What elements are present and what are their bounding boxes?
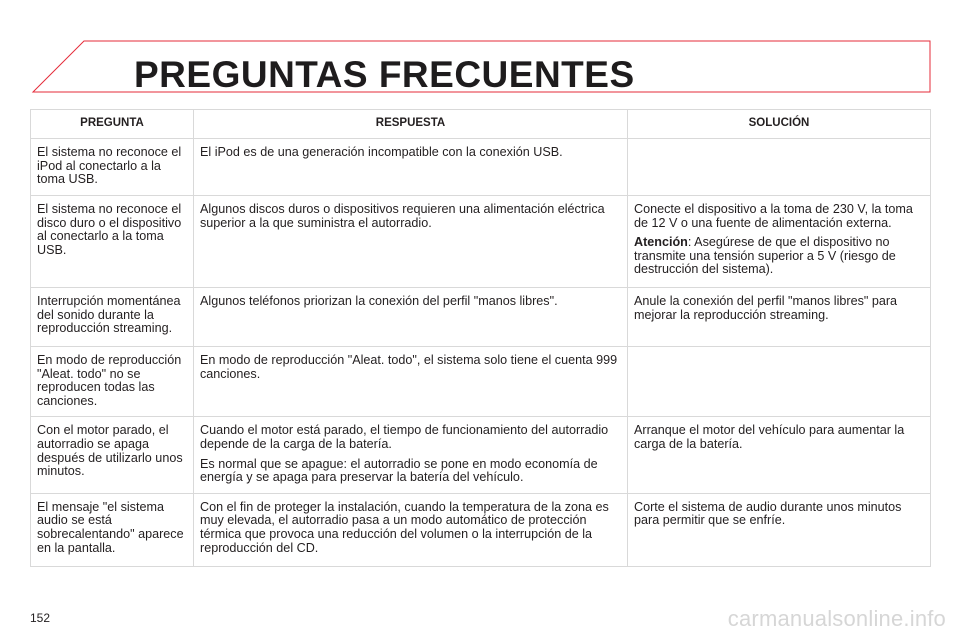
solution-cell: Corte el sistema de audio durante unos minutos para permitir que se enfríe. xyxy=(628,493,931,566)
answer-text: Es normal que se apague: el autorradio se pone en modo economía de energía y se apaga para preservar la batería del vehículo. xyxy=(200,456,598,485)
column-header-solution: SOLUCIÓN xyxy=(628,110,931,139)
table-row xyxy=(31,288,931,347)
table-row xyxy=(31,347,931,417)
answer-text: Cuando el motor está parado, el tiempo de funcionamiento del autorradio depende de la carga de la batería. xyxy=(200,423,609,451)
faq-table xyxy=(30,109,931,567)
question-cell: El mensaje "el sistema audio se está sobrecalentando" aparece en la pantalla. xyxy=(31,493,194,566)
answer-text: Algunos discos duros o dispositivos requieren una alimentación eléctrica superior a la que suministra el autorradio. xyxy=(200,202,605,230)
answer-text: Algunos teléfonos priorizan la conexión del perfil "manos libres". xyxy=(200,294,558,308)
table-row xyxy=(31,493,931,566)
answer-cell xyxy=(194,417,628,493)
solution-cell: Arranque el motor del vehículo para aumentar la carga de la batería. xyxy=(628,417,931,493)
solution-text: Conecte el dispositivo a la toma de 230 V, la toma de 12 V o una fuente de alimentación externa. xyxy=(634,202,913,230)
page-number: 152 xyxy=(30,611,51,625)
solution-cell xyxy=(628,139,931,196)
table-row xyxy=(31,417,931,493)
answer-text: Con el fin de proteger la instalación, cuando la temperatura de la zona es muy elevada, el autorradio pasa a un modo automático de protección térmica que provoca una reducción del volumen o la interrupción de la reproducción del CD. xyxy=(200,499,609,555)
solution-cell: Anule la conexión del perfil "manos libres" para mejorar la reproducción streaming. xyxy=(628,288,931,347)
solution-cell xyxy=(628,196,931,288)
question-cell: Con el motor parado, el autorradio se apaga después de utilizarlo unos minutos. xyxy=(31,417,194,493)
watermark: carmanualsonline.info xyxy=(727,606,946,631)
answer-cell xyxy=(194,196,628,288)
page-title: PREGUNTAS FRECUENTES xyxy=(134,54,635,95)
question-cell: En modo de reproducción "Aleat. todo" no se reproducen todas las canciones. xyxy=(31,347,194,417)
warning-label: Atención xyxy=(634,235,688,250)
table-header-row xyxy=(31,110,931,139)
question-cell: Interrupción momentánea del sonido durante la reproducción streaming. xyxy=(31,288,194,347)
answer-text: El iPod es de una generación incompatible con la conexión USB. xyxy=(200,145,563,159)
warning-text: : Asegúrese de que el dispositivo no transmite una tensión superior a 5 V (riesgo de destrucción del sistema). xyxy=(634,235,896,277)
answer-text: En modo de reproducción "Aleat. todo", el sistema solo tiene el cuenta 999 canciones. xyxy=(200,353,618,381)
table-row xyxy=(31,196,931,288)
answer-cell xyxy=(194,288,628,347)
answer-cell xyxy=(194,493,628,566)
column-header-question: PREGUNTA xyxy=(31,110,194,139)
warning-note xyxy=(634,236,924,277)
solution-cell xyxy=(628,347,931,417)
answer-cell xyxy=(194,139,628,196)
table-row xyxy=(31,139,931,196)
question-cell: El sistema no reconoce el disco duro o el dispositivo al conectarlo a la toma USB. xyxy=(31,196,194,288)
question-cell: El sistema no reconoce el iPod al conectarlo a la toma USB. xyxy=(31,139,194,196)
answer-cell xyxy=(194,347,628,417)
column-header-answer: RESPUESTA xyxy=(194,110,628,139)
